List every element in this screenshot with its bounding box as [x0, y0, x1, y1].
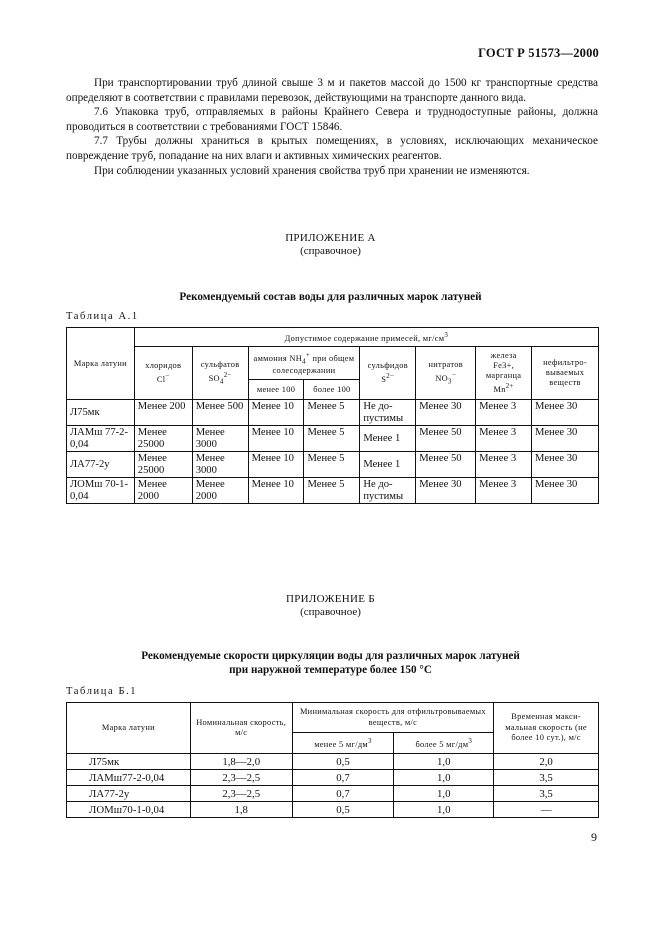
cell-sulfates: Менее 3000 — [192, 452, 248, 478]
table-row — [67, 400, 599, 426]
cell-nominal: 1,8—2,0 — [190, 754, 292, 770]
header-min-speed: Минимальная скорость для отфильтровываемых веществ, м/с — [292, 703, 494, 733]
cell-nitrates: Менее 30 — [416, 400, 476, 426]
cell-ammonium-gt100: Менее 5 — [304, 426, 360, 452]
cell-chlorides: Менее 200 — [134, 400, 192, 426]
header-brand: Марка латуни — [67, 328, 135, 400]
header-gt5: более 5 $мг/дм^3$ — [394, 733, 494, 754]
paragraph-storage: При соблюдении указанных условий хранения свойства труб при хранении не изменяются. — [94, 164, 530, 177]
cell-chlorides: Менее 2000 — [134, 478, 192, 504]
table-row — [67, 786, 599, 802]
cell-nitrates: Менее 50 — [416, 452, 476, 478]
cell-nominal: 2,3—2,5 — [190, 770, 292, 786]
cell-iron: Менее 3 — [476, 426, 532, 452]
cell-ammonium-lt100: Менее 10 — [248, 400, 304, 426]
cell-brand: ЛА77-2у — [67, 786, 191, 802]
cell-ammonium-gt100: Менее 5 — [304, 452, 360, 478]
standard-code: ГОСТ Р 51573—2000 — [478, 46, 599, 60]
cell-iron: Менее 3 — [476, 400, 532, 426]
cell-brand: ЛА77-2у — [67, 452, 135, 478]
header-ammonium-lt100: менее 100 — [248, 380, 304, 400]
table-row — [67, 452, 599, 478]
table-row — [67, 426, 599, 452]
intro-text — [66, 76, 598, 178]
paragraph-transport: При транспортировании труб длиной свыше 3 м и пакетов массой до 1500 кг транспортные средства определяют в соответствии с правилами перевозок, действующими на транспорте данного вида. — [66, 77, 598, 104]
cell-lt5: 0,7 — [292, 786, 394, 802]
header-sulfates: сульфатов $SO_4^{2-}$ — [192, 347, 248, 400]
cell-ammonium-lt100: Менее 10 — [248, 452, 304, 478]
table-b1-label: Таблица Б.1 — [66, 686, 138, 697]
table-a1-title: Рекомендуемый состав воды для различных марок латуней — [179, 291, 482, 303]
cell-nominal: 2,3—2,5 — [190, 786, 292, 802]
table-b1-title-line1: Рекомендуемые скорости циркуляции воды для различных марок латуней — [141, 650, 520, 662]
cell-max: — — [494, 802, 599, 818]
cell-unfiltered: Менее 30 — [532, 400, 599, 426]
header-brand: Марка латуни — [67, 703, 191, 754]
cell-brand: Л75мк — [67, 754, 191, 770]
cell-max: 3,5 — [494, 770, 599, 786]
cell-gt5: 1,0 — [394, 786, 494, 802]
cell-chlorides: Менее 25000 — [134, 452, 192, 478]
header-ammonium-gt100: более 100 — [304, 380, 360, 400]
cell-sulfates: Менее 3000 — [192, 426, 248, 452]
cell-lt5: 0,5 — [292, 754, 394, 770]
cell-max: 3,5 — [494, 786, 599, 802]
cell-brand: ЛАМш77-2-0,04 — [67, 770, 191, 786]
cell-lt5: 0,7 — [292, 770, 394, 786]
cell-nominal: 1,8 — [190, 802, 292, 818]
cell-ammonium-gt100: Менее 5 — [304, 400, 360, 426]
header-iron-manganese: железа Fe3+, марганца $Mn^{2+}$ — [476, 347, 532, 400]
cell-sulfates: Менее 2000 — [192, 478, 248, 504]
cell-gt5: 1,0 — [394, 754, 494, 770]
cell-unfiltered: Менее 30 — [532, 426, 599, 452]
cell-nitrates: Менее 30 — [416, 478, 476, 504]
cell-brand: ЛОМш 70-1-0,04 — [67, 478, 135, 504]
cell-sulfides: Не до-пустимы — [360, 478, 416, 504]
header-nominal-speed: Номинальная скорость, м/с — [190, 703, 292, 754]
page-number: 9 — [591, 830, 597, 844]
cell-ammonium-gt100: Менее 5 — [304, 478, 360, 504]
cell-sulfides: Менее 1 — [360, 426, 416, 452]
cell-unfiltered: Менее 30 — [532, 478, 599, 504]
appendix-a-title: ПРИЛОЖЕНИЕ А — [285, 232, 376, 244]
paragraph-7-6: 7.6 Упаковка труб, отправляемых в районы Крайнего Севера и труднодоступные районы, должна проводиться в соответствии с требованиями ГОСТ 15846. — [66, 106, 598, 133]
header-impurities-group: Допустимое содержание примесей, $мг/см^3$ — [134, 328, 598, 347]
header-ammonium: аммония $NH_4^+$ при общем солесодержании — [248, 347, 360, 380]
cell-brand: ЛОМш70-1-0,04 — [67, 802, 191, 818]
header-sulfides: сульфидов $S^{2-}$ — [360, 347, 416, 400]
cell-ammonium-lt100: Менее 10 — [248, 478, 304, 504]
table-b1-title-line2: при наружной температуре более 150 °С — [229, 664, 432, 676]
cell-brand: ЛАМш 77-2-0,04 — [67, 426, 135, 452]
cell-sulfates: Менее 500 — [192, 400, 248, 426]
cell-brand: Л75мк — [67, 400, 135, 426]
cell-iron: Менее 3 — [476, 478, 532, 504]
cell-unfiltered: Менее 30 — [532, 452, 599, 478]
cell-max: 2,0 — [494, 754, 599, 770]
cell-ammonium-lt100: Менее 10 — [248, 426, 304, 452]
table-row — [67, 478, 599, 504]
paragraph-7-7: 7.7 Трубы должны храниться в крытых помещениях, в условиях, исключающих механическое повреждение труб, попадание на них влаги и активных химических реагентов. — [66, 135, 598, 162]
table-a1-label: Таблица А.1 — [66, 311, 139, 322]
header-max-temp-speed: Временная макси-мальная скорость (не более 10 сут.), м/с — [494, 703, 599, 754]
cell-gt5: 1,0 — [394, 802, 494, 818]
table-row — [67, 754, 599, 770]
header-lt5: менее 5 $мг/дм^3$ — [292, 733, 394, 754]
table-a1 — [66, 327, 599, 504]
cell-iron: Менее 3 — [476, 452, 532, 478]
appendix-a-subtitle: (справочное) — [300, 245, 361, 257]
table-b1 — [66, 702, 599, 818]
cell-lt5: 0,5 — [292, 802, 394, 818]
header-nitrates: нитратов $NO_3^-$ — [416, 347, 476, 400]
cell-gt5: 1,0 — [394, 770, 494, 786]
cell-sulfides: Менее 1 — [360, 452, 416, 478]
appendix-b-title: ПРИЛОЖЕНИЕ Б — [286, 593, 375, 605]
appendix-b-subtitle: (справочное) — [300, 606, 361, 618]
cell-nitrates: Менее 50 — [416, 426, 476, 452]
cell-chlorides: Менее 25000 — [134, 426, 192, 452]
cell-sulfides: Не до-пустимы — [360, 400, 416, 426]
table-row — [67, 770, 599, 786]
table-row — [67, 802, 599, 818]
header-unfiltered: нефильтро-вываемых веществ — [532, 347, 599, 400]
header-chlorides: хлоридов Cl− — [134, 347, 192, 400]
